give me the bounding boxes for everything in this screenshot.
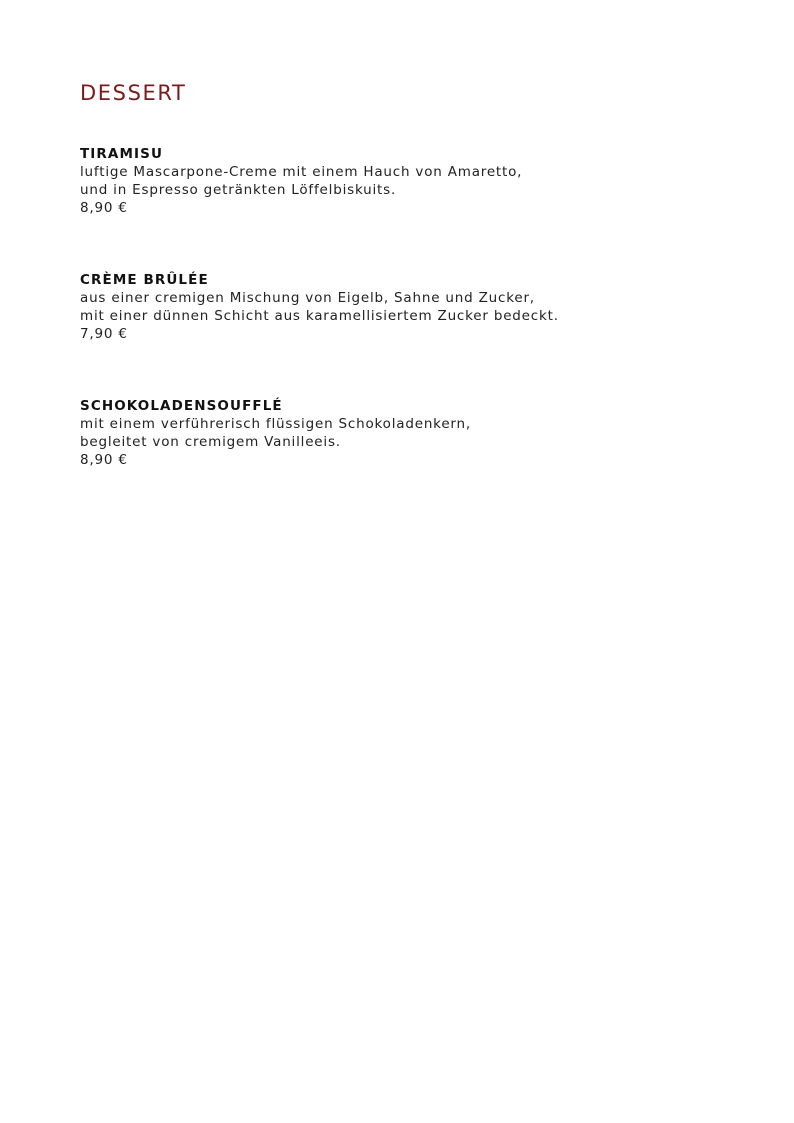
section-title: DESSERT	[80, 81, 187, 105]
item-description	[80, 415, 720, 451]
item-name: SCHOKOLADENSOUFFLÉ	[80, 398, 283, 414]
item-description	[80, 163, 720, 199]
item-price: 8,90 €	[80, 452, 128, 468]
dessert-list	[80, 145, 720, 523]
item-price: 8,90 €	[80, 200, 128, 216]
item-description	[80, 289, 720, 325]
item-description-line: luftige Mascarpone-Creme mit einem Hauch von Amaretto,	[80, 164, 523, 180]
item-description-line: begleitet von cremigem Vanilleeis.	[80, 434, 341, 450]
menu-item-schokoladensouffle	[80, 397, 720, 469]
item-description-line: aus einer cremigen Mischung von Eigelb, Sahne und Zucker,	[80, 290, 535, 306]
item-name: TIRAMISU	[80, 146, 164, 162]
item-description-line: und in Espresso getränkten Löffelbiskuits.	[80, 182, 397, 198]
menu-item-tiramisu	[80, 145, 720, 217]
item-description-line: mit einer dünnen Schicht aus karamellisiertem Zucker bedeckt.	[80, 308, 559, 324]
menu-item-creme-brulee	[80, 271, 720, 343]
item-description-line: mit einem verführerisch flüssigen Schokoladenkern,	[80, 416, 471, 432]
item-name: CRÈME BRÛLÉE	[80, 272, 209, 288]
item-price: 7,90 €	[80, 326, 128, 342]
